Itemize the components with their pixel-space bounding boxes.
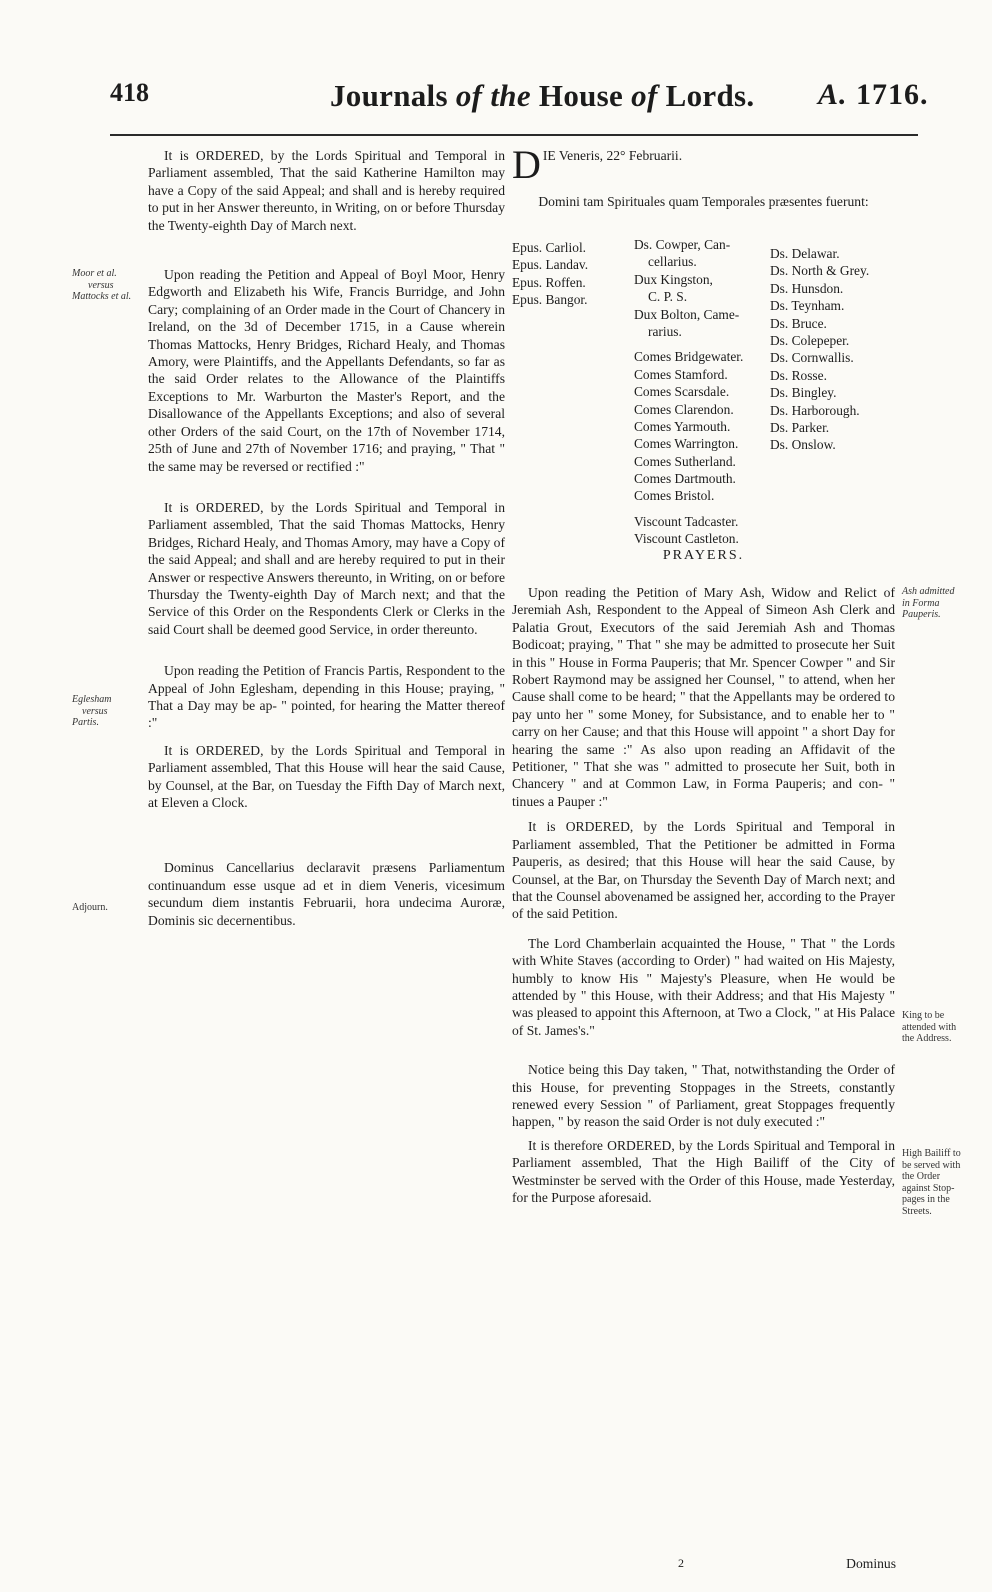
baron-6: Ds. Cornwallis.	[770, 350, 854, 366]
peer-9: Comes Scarsdale.	[634, 384, 730, 400]
baron-0: Ds. Delawar.	[770, 246, 840, 261]
peer-16	[634, 505, 743, 513]
header-rule	[110, 134, 918, 136]
margin-moor-a: Moor et al.	[72, 268, 117, 279]
peer-0: Ds. Cowper, Can-	[634, 237, 731, 252]
bishop-0: Epus. Carliol.	[512, 240, 587, 255]
peer-17: Viscount Tadcaster.	[634, 513, 739, 529]
title-journals: Journals	[330, 78, 448, 113]
peer-6	[634, 340, 743, 348]
title-of-2: of	[623, 78, 666, 113]
page-year	[818, 78, 929, 112]
adjournment: Dominus Cancellarius declaravit præsens Parliamentum continuandum esse usque ad et in diem Veneris, vicesimum secundum diem instantis Februarii, hora undecima Auroræ, Dominis sic decernentibus.	[148, 860, 505, 928]
bishop-2: Epus. Roffen.	[512, 274, 586, 290]
title-of: of	[447, 78, 491, 113]
baron-8: Ds. Bingley.	[770, 385, 837, 401]
year-number: 1716.	[847, 78, 929, 111]
margin-note-adjourn: Adjourn.	[72, 902, 108, 913]
drop-cap: D	[512, 142, 541, 187]
baron-7: Ds. Rosse.	[770, 367, 827, 383]
margin-bailiff-e: pages in the	[902, 1194, 950, 1205]
baron-5: Ds. Colepeper.	[770, 332, 850, 348]
peer-4: Dux Bolton, Came-	[634, 306, 740, 322]
order-hamilton: It is ORDERED, by the Lords Spiritual and Temporal in Parliament assembled, That the said Katherine Hamilton may have a Copy of the said Appeal; and shall and is hereby required to put in her Answer thereunto, in Writing, on or before Thursday the Twenty-eighth Day of March next.	[148, 148, 505, 233]
peer-5: rarius.	[648, 323, 682, 339]
right-column	[512, 584, 895, 1206]
margin-moor-b: versus	[88, 279, 114, 291]
roll-bishops	[512, 239, 588, 309]
margin-ash-a: Ash admitted	[902, 586, 955, 597]
margin-note-moor	[72, 268, 131, 303]
order-ash: It is ORDERED, by the Lords Spiritual and Temporal in Parliament assembled, That the Petitioner be admitted in Forma Pauperis, as desired; that this House will hear the said Cause, by Counsel, at the Bar, on Thursday the Seventh Day of March next; and that the Counsel abovenamed be assigned her, according to the Prayer of the said Petition.	[512, 819, 895, 922]
baron-4: Ds. Bruce.	[770, 315, 827, 331]
margin-king-c: the Address.	[902, 1033, 952, 1044]
peer-1: cellarius.	[648, 254, 697, 270]
margin-king-a: King to be	[902, 1010, 945, 1021]
title-house: House	[530, 78, 624, 113]
peer-7: Comes Bridgewater.	[634, 349, 744, 365]
catchword: Dominus	[846, 1556, 896, 1571]
margin-bailiff-f: Streets.	[902, 1205, 932, 1217]
margin-note-ash	[902, 586, 955, 621]
bishop-3: Epus. Bangor.	[512, 292, 588, 308]
baron-11: Ds. Onslow.	[770, 437, 836, 453]
margin-eglesham-a: Eglesham	[72, 694, 112, 705]
margin-note-bailiff	[902, 1148, 961, 1217]
peer-2: Dux Kingston,	[634, 271, 713, 287]
margin-note-eglesham	[72, 694, 111, 729]
left-column	[148, 147, 505, 929]
title-the: the	[490, 78, 531, 113]
margin-king-b: attended with	[902, 1021, 957, 1033]
peer-13: Comes Sutherland.	[634, 453, 736, 469]
margin-bailiff-c: the Order	[902, 1171, 941, 1182]
peer-11: Comes Yarmouth.	[634, 418, 731, 434]
margin-bailiff-b: be served with	[902, 1159, 961, 1171]
order-bailiff: It is therefore ORDERED, by the Lords Spiritual and Temporal in Parliament assembled, That the High Bailiff of the City of Westminster be served with the Order of this House, made Yesterday, for the Purpose aforesaid.	[512, 1137, 895, 1205]
title-lords: Lords.	[665, 78, 755, 113]
peer-12: Comes Warrington.	[634, 436, 739, 452]
year-anno: A.	[818, 78, 848, 111]
baron-1: Ds. North & Grey.	[770, 263, 870, 279]
baron-2: Ds. Hunsdon.	[770, 280, 844, 296]
margin-ash-c: Pauperis.	[902, 609, 941, 620]
petition-partis: Upon reading the Petition of Francis Partis, Respondent to the Appeal of John Eglesham, depending in this House; praying, " That a Day may be ap- " pointed, for hearing the Matter thereof :"	[148, 663, 505, 731]
page-title	[330, 78, 754, 114]
margin-moor-c: Mattocks et al.	[72, 291, 132, 302]
sitting-date-text: IE Veneris, 22° Februarii.	[542, 148, 683, 163]
margin-bailiff-a: High Bailiff to	[902, 1148, 961, 1159]
margin-ash-b: in Forma	[902, 597, 940, 609]
roll-barons	[770, 245, 869, 454]
page-number: 418	[110, 78, 149, 107]
margin-note-king	[902, 1010, 956, 1045]
attendance-heading: Domini tam Spirituales quam Temporales præsentes fuerunt:	[538, 194, 869, 209]
peer-18: Viscount Castleton.	[634, 531, 739, 547]
order-partis: It is ORDERED, by the Lords Spiritual and Temporal in Parliament assembled, That this House will hear the said Cause, by Counsel, at the Bar, on Tuesday the Fifth Day of March next, at Eleven a Clock.	[148, 742, 505, 810]
sitting-date	[512, 142, 895, 187]
bishop-1: Epus. Landav.	[512, 257, 589, 273]
margin-bailiff-d: against Stop-	[902, 1182, 955, 1194]
prayers-heading: PRAYERS.	[662, 548, 745, 563]
peer-14: Comes Dartmouth.	[634, 471, 736, 487]
peer-15: Comes Bristol.	[634, 488, 715, 504]
peer-8: Comes Stamford.	[634, 366, 728, 382]
signature-mark: 2	[678, 1556, 684, 1570]
notice-stoppages: Notice being this Day taken, " That, notwithstanding the Order of this House, for preventing Stoppages in the Streets, constantly renewed every Session " of Parliament, great Stoppages frequently happen, " by reason the said Order is not duly executed :"	[512, 1062, 895, 1130]
margin-eglesham-b: versus	[82, 705, 108, 717]
margin-eglesham-c: Partis.	[72, 717, 99, 728]
baron-3: Ds. Teynham.	[770, 298, 845, 314]
petition-ash: Upon reading the Petition of Mary Ash, Widow and Relict of Jeremiah Ash, Respondent to the Appeal of Simeon Ash Clerk and Palatia Grout, Executors of the said Jeremiah Ash and Thomas Bodicoat; praying, " That " she may be admitted to prosecute her Suit in this " House in Forma Pauperis; that Mr. Spencer Cowper " and Sir Robert Raymond may be assigned her Counsel, " to attend, when her Cause shall come to be heard; " that the Appellants may be ordered to pay unto her " some Money, for Subsistance, and to enable her to " carry on her Cause; and that this House will appoint " a short Day for hearing the same :" As also upon reading an Affidavit of the Petitioner, " That she was " admitted to prosecute her Suit, both in Chancery " and at Common Law, in Forma Pauperis; and con- " tinues a Pauper :"	[512, 585, 895, 809]
order-mattocks: It is ORDERED, by the Lords Spiritual and Temporal in Parliament assembled, That the said Thomas Mattocks, Henry Bridges, Richard Healy, and Thomas Amory, may have a Copy of the said Appeal; and shall and are hereby required to put in their Answer or respective Answers thereunto, in Writing, on or before Thursday the Twenty-eighth Day of March next; and that the Service of this Order on the Respondents Clerk or Clerks in the said Court shall be deemed good Service, in order thereunto.	[148, 499, 506, 637]
baron-10: Ds. Parker.	[770, 419, 830, 435]
roll-earls	[634, 236, 743, 548]
baron-9: Ds. Harborough.	[770, 402, 860, 418]
peer-3: C. P. S.	[648, 289, 688, 305]
running-header	[0, 78, 992, 128]
peer-10: Comes Clarendon.	[634, 401, 734, 417]
petition-moor: Upon reading the Petition and Appeal of Boyl Moor, Henry Edgworth and Elizabeth his Wife, Francis Burridge, and John Cary; complaining of an Order made in the Court of Chancery in Ireland, on the 3d of December 1715, in a Cause wherein Thomas Mattocks, Henry Bridges, Richard Healy, and Thomas Amory, were Plaintiffs, and the Appellants Defendants, so far as the said Order relates to the Allowance of the Plaintiffs Exceptions to Mr. Warburton the Master's Report, and the Disallowance of the Appellants Exceptions; and also of several other Orders of the said Court, on the 17th of November 1714, 25th of June and 27th of November 1716; and praying, " That " the same may be reversed or rectified :"	[148, 267, 505, 474]
chamberlain-report: The Lord Chamberlain acquainted the House, " That " the Lords with White Staves (according to Order) " had waited on His Majesty, humbly to know His " Majesty's Pleasure, when He would be attended by " this House, with their Address; and that His Majesty " was pleased to appoint this Afternoon, at Two a Clock, " at His Palace of St. James's."	[512, 935, 895, 1038]
